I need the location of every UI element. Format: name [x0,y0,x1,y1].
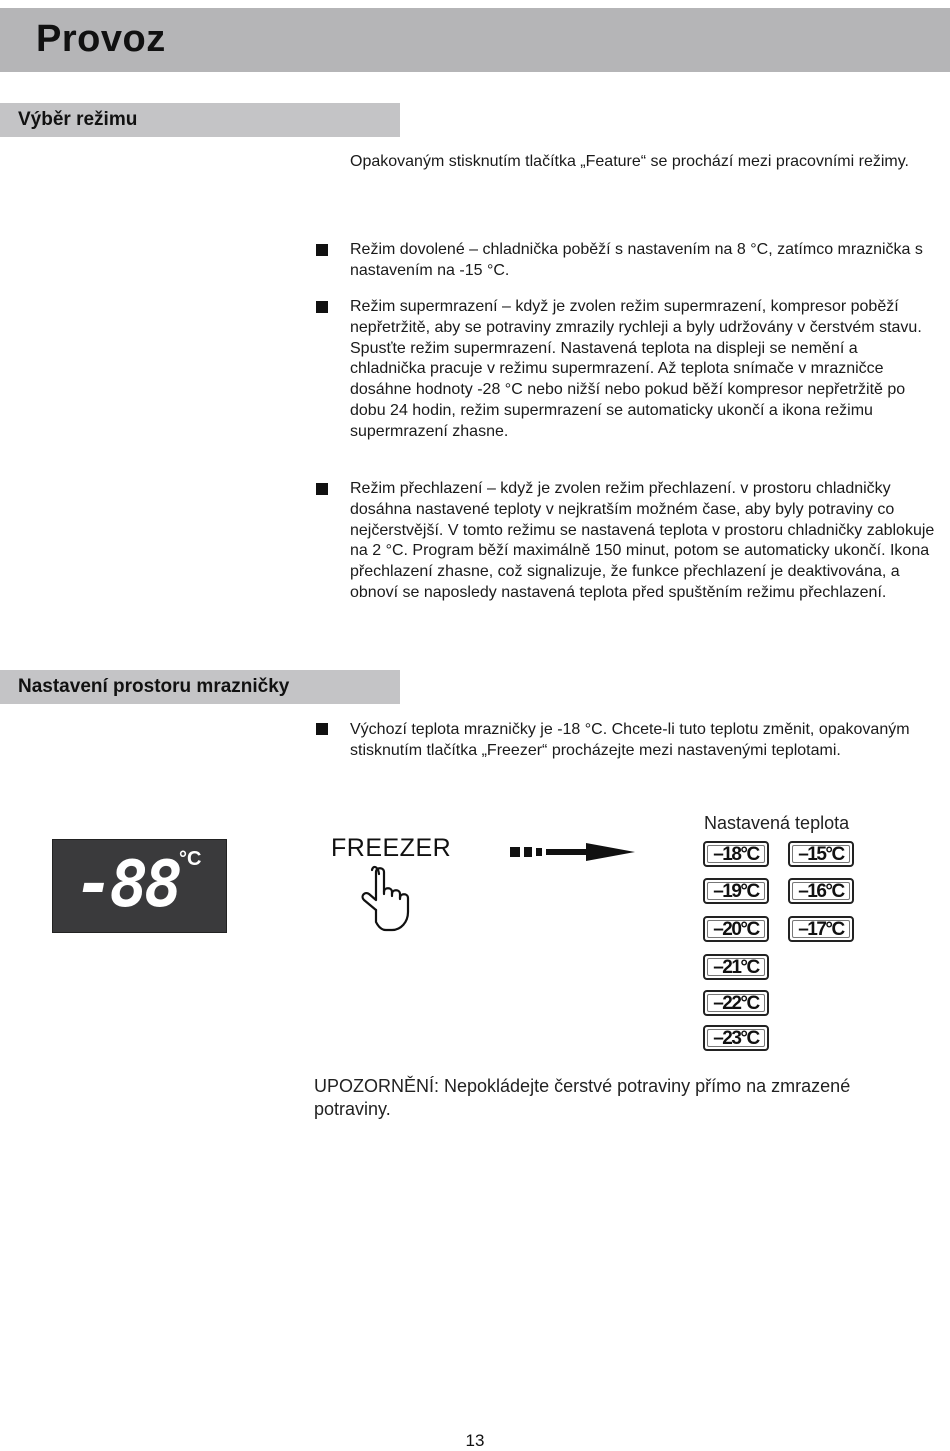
square-bullet-icon [316,723,328,735]
square-bullet-icon [316,301,328,313]
section-heading-text: Nastavení prostoru mrazničky [18,676,290,697]
pointing-hand-icon [356,862,416,936]
temperature-option: –20°C [703,916,769,942]
super-cool-mode-text: Režim přechlazení – když je zvolen režim přechlazení. v prostoru chladničky dosáhna nastavené teploty v nejkratším možném čase, aby byly potraviny co nejčerstvější. V tomto režimu se nastavená teplota v prostoru chladničky zablokuje na 2 °C. Program běží maximálně 150 minut, potom se automaticky ukončí. Ikona přechlazení zhasne, což signalizuje, že funkce přechlazení je deaktivována, a obnoví se naposledy nastavená teplota před spuštěním režimu přechlazení. [350,480,935,601]
temperature-option: –15°C [788,841,854,867]
freezer-button-label: FREEZER [331,834,452,862]
warning-text: UPOZORNĚNÍ: Nepokládejte čerstvé potraviny přímo na zmrazené potraviny. [314,1076,851,1119]
square-bullet-icon [316,483,328,495]
lcd-display [52,839,227,933]
temperature-option: –17°C [788,916,854,942]
section-heading-freezer-settings [0,670,400,704]
square-bullet-icon [316,244,328,256]
page-title-bar [0,8,950,72]
holiday-mode-text: Režim dovolené – chladnička poběží s nastavením na 8 °C, zatímco mraznička s nastavením na -15 °C. [350,241,923,279]
lcd-unit: °C [179,848,202,870]
lcd-digits: -88 [75,848,179,922]
page-number: 13 [465,1431,485,1450]
temperature-option: –19°C [703,878,769,904]
temperature-option: –22°C [703,990,769,1016]
mode-intro-text: Opakovaným stisknutím tlačítka „Feature“ se prochází mezi pracovními režimy. [350,153,909,170]
temperature-option: –18°C [703,841,769,867]
freezer-default-text: Výchozí teplota mrazničky je -18 °C. Chcete-li tuto teplotu změnit, opakovaným stisknutím tlačítka „Freezer“ procházejte mezi nastavenými teplotami. [350,721,910,759]
section-heading-text: Výběr režimu [18,109,138,130]
temperature-options-heading: Nastavená teplota [704,813,850,833]
section-heading-mode-selection [0,103,400,137]
temperature-option: –21°C [703,954,769,980]
page-title: Provoz [36,18,166,60]
temperature-option: –23°C [703,1025,769,1051]
dashed-arrow-right-icon [510,842,635,862]
super-freeze-mode-text: Režim supermrazení – když je zvolen režim supermrazení, kompresor poběží nepřetržitě, aby se potraviny zmrazily rychleji a byly udržovány v čerstvém stavu. Spusťte režim supermrazení. Nastavená teplota na displeji se nemění a chladnička pracuje v režimu supermrazení. Až teplota snímače v mrazničce dosáhne hodnoty -28 °C nebo nižší nebo pokud běží kompresor nepřetržitě po dobu 24 hodin, režim supermrazení se automaticky ukončí a ikona režimu supermrazení zhasne. [350,298,922,440]
temperature-option: –16°C [788,878,854,904]
